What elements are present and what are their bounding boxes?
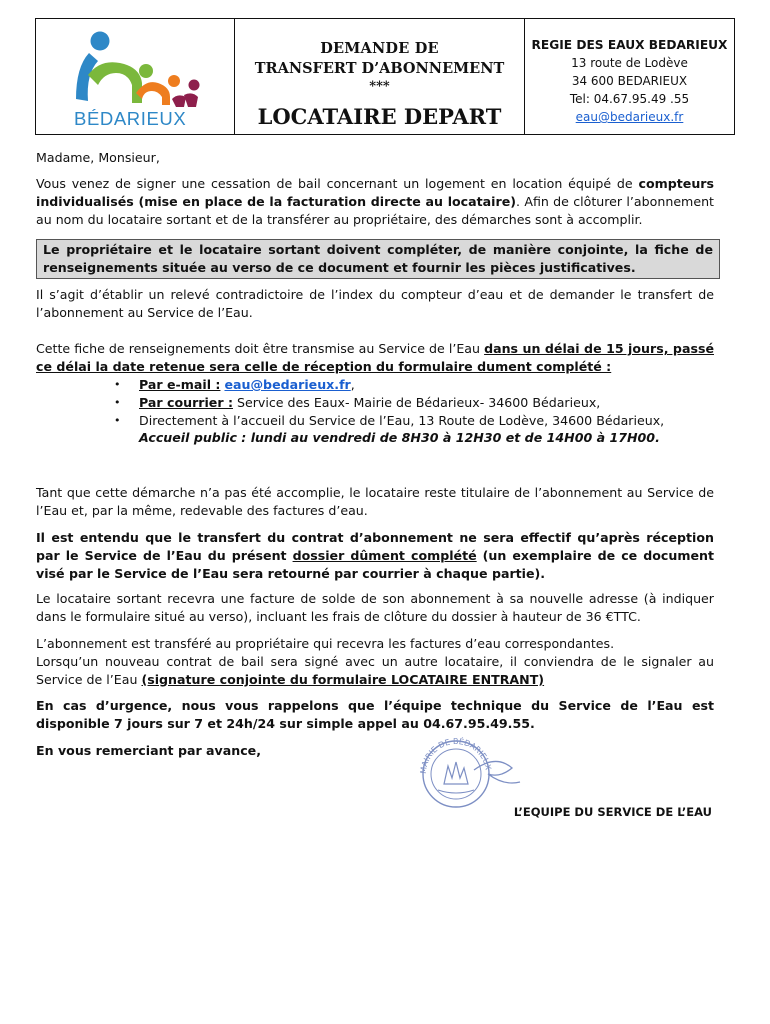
logo-cell [36, 19, 235, 134]
page-title: LOCATAIRE DEPART [257, 104, 502, 129]
notice-box: Le propriétaire et le locataire sortant doivent compléter, de manière conjointe, la fiche de renseignements située au verso de ce document et fournir les pièces justificatives. [36, 239, 720, 279]
paragraph-abonnement [36, 635, 714, 688]
accueil-hours: Accueil public : lundi au vendredi de 8H30 à 12H30 et de 14H00 à 17H00. [139, 430, 660, 446]
bullet-icon: • [114, 378, 121, 391]
list-item-email [36, 376, 714, 394]
courrier-text: Service des Eaux- Mairie de Bédarieux- 34600 Bédarieux, [232, 394, 601, 410]
paragraph-facture: Le locataire sortant recevra une facture de solde de son abonnement à sa nouvelle adresse (à indiquer dans le formulaire situé au verso), incluant les frais de clôture du dossier à hauteur de 36 €TTC. [36, 591, 714, 624]
mairie-stamp-icon [408, 734, 528, 814]
p7-line1: L’abonnement est transféré au propriétaire qui recevra les factures d’eau correspondantes. [36, 636, 615, 651]
title-line-2: TRANSFERT D’ABONNEMENT [254, 60, 505, 77]
direct-text: Directement à l’accueil du Service de l’Eau, 13 Route de Lodève, 34600 Bédarieux, [139, 412, 665, 428]
salutation: Madame, Monsieur, [36, 150, 160, 165]
regie-tel: Tel: 04.67.95.49 .55 [569, 92, 690, 106]
paragraph-delai [36, 340, 714, 376]
p1-a: Vous venez de signer une cessation de bail concernant un logement en location équipé de [36, 176, 639, 191]
email-label: Par e-mail : [139, 377, 221, 392]
svg-text:MAIRIE DE BÉDARIEUX [419, 735, 493, 774]
regie-city: 34 600 BEDARIEUX [571, 74, 688, 88]
p5-c: (un exemplaire de ce document visé par le Service de l’Eau sera retourné par courrier à chaque partie). [36, 547, 714, 581]
courrier-label: Par courrier : [139, 394, 233, 410]
closing-line: En vous remerciant par avance, [36, 743, 262, 758]
email-after: , [350, 377, 355, 392]
logo-text: BÉDARIEUX [74, 108, 187, 129]
title-line-1: DEMANDE DE [320, 40, 439, 57]
header-box [35, 18, 735, 135]
title-cell [235, 19, 525, 134]
regie-street: 13 route de Lodève [571, 56, 688, 70]
paragraph-transfert [36, 529, 714, 582]
contact-methods [36, 376, 714, 447]
stamp-text: MAIRIE DE BÉDARIEUX [418, 736, 493, 775]
bullet-icon: • [114, 395, 121, 409]
contact-list [36, 376, 714, 429]
bullet-icon: • [114, 413, 121, 427]
p3-b: dans un délai de 15 jours, passé ce délai la date retenue sera celle de réception du formulaire dument complété : [36, 341, 714, 374]
p5-b: dossier dûment complété [292, 547, 477, 563]
title-stars: *** [369, 79, 390, 94]
p5-a: Il est entendu que le transfert du contrat d’abonnement ne sera effectif qu’après réception par le Service de l’Eau du présent [36, 530, 714, 563]
signature: L’EQUIPE DU SERVICE DE L’EAU [513, 805, 712, 819]
paragraph-titulaire: Tant que cette démarche n’a pas été accomplie, le locataire reste titulaire de l’abonnement au Service de l’Eau et, par la même, redevable des factures d’eau. [36, 485, 714, 518]
regie-email-link[interactable]: eau@bedarieux.fr [575, 110, 684, 124]
email-link[interactable]: eau@bedarieux.fr [224, 377, 351, 392]
regie-cell [525, 19, 734, 134]
p7-line2b: (signature conjointe du formulaire LOCATAIRE ENTRANT) [141, 671, 545, 687]
p1-b: compteurs individualisés (mise en place de la facturation directe au locataire) [36, 176, 714, 209]
regie-name: REGIE DES EAUX BEDARIEUX [531, 38, 728, 52]
p1-c: . Afin de clôturer l’abonnement au nom du locataire sortant et de la transférer au propriétaire, des démarches sont à accomplir. [36, 193, 714, 227]
paragraph-urgence: En cas d’urgence, nous vous rappelons que l’équipe technique du Service de l’Eau est disponible 7 jours sur 7 et 24h/24 sur simple appel au 04.67.95.49.55. [36, 698, 714, 731]
paragraph-intro [36, 175, 714, 228]
p3-a: Cette fiche de renseignements doit être transmise au Service de l’Eau [36, 341, 485, 356]
p7-line2: Lorsqu’un nouveau contrat de bail sera signé avec un autre locataire, il conviendra de le signaler au Service de l’Eau [36, 653, 714, 687]
list-item-courrier [36, 394, 714, 412]
list-item-direct [36, 412, 714, 430]
paragraph-releve: Il s’agit d’établir un relevé contradictoire de l’index du compteur d’eau et de demander le transfert de l’abonnement au Service de l’Eau. [36, 287, 714, 320]
